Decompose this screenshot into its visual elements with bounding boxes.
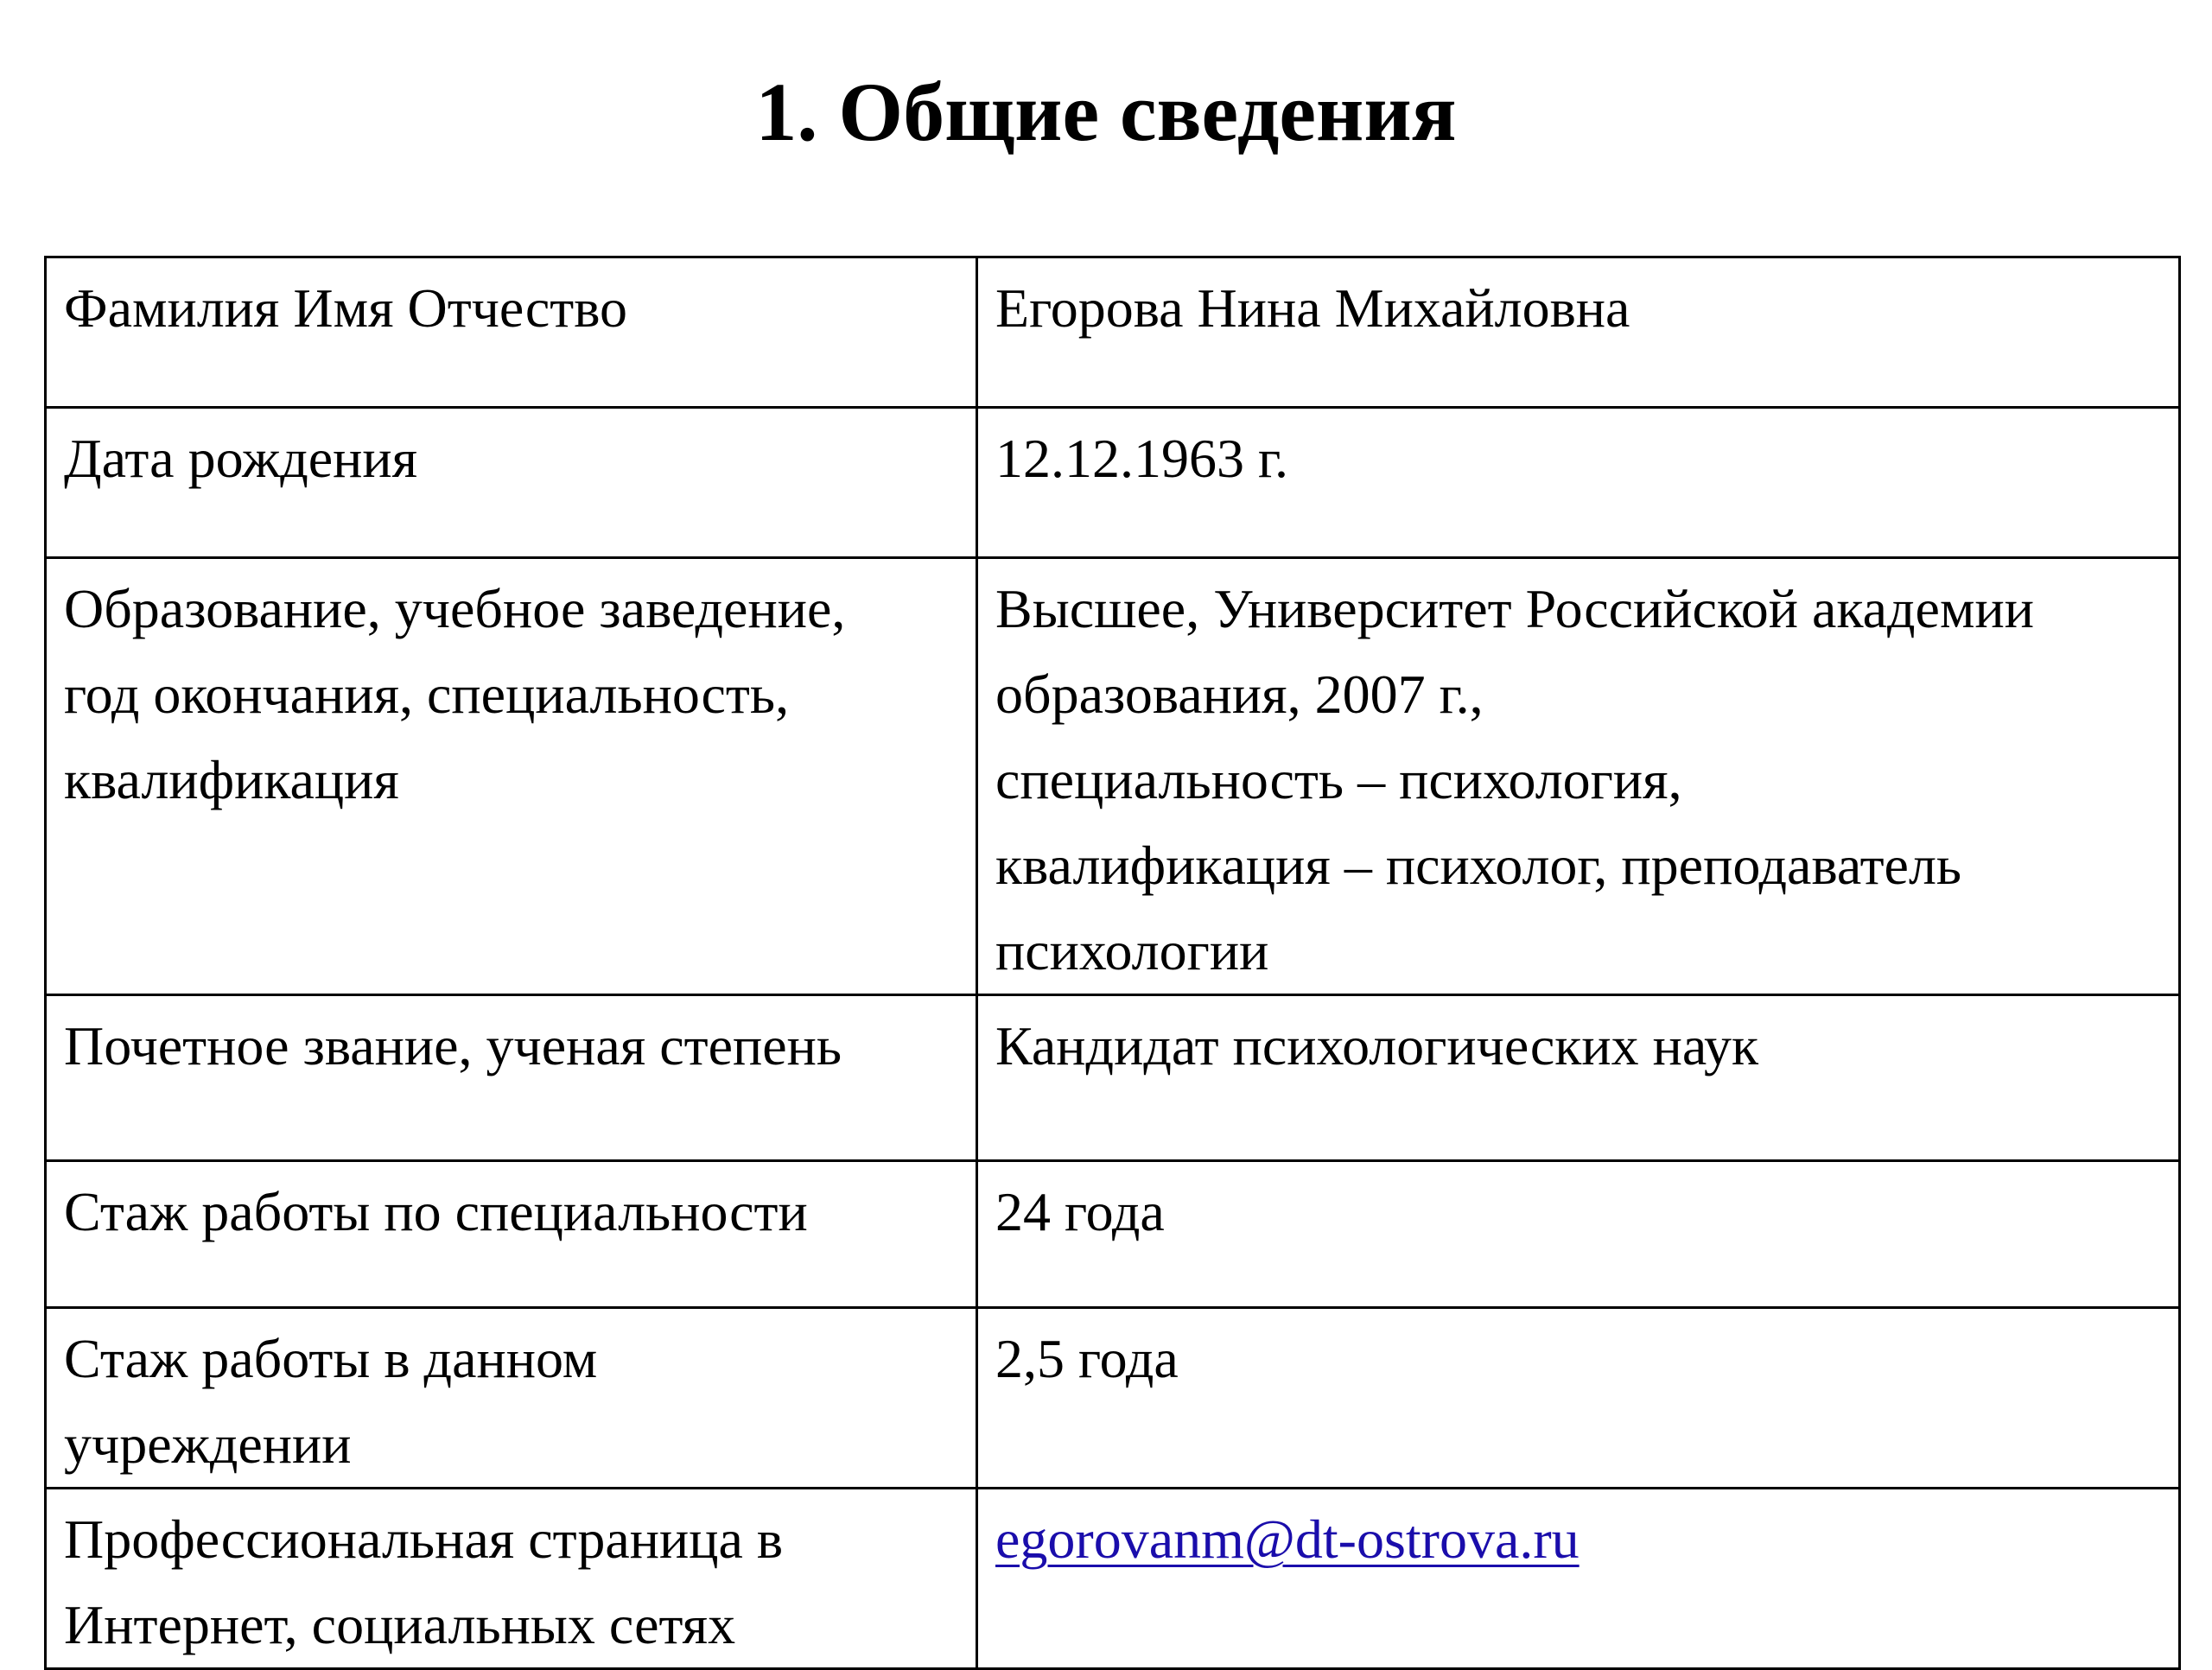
- table-row-birth-date: [46, 408, 2180, 558]
- label-text: Стаж работы в данном: [64, 1328, 598, 1389]
- table-row-specialty-experience: [46, 1161, 2180, 1308]
- table-row-education: [46, 558, 2180, 995]
- value-cell-birth-date: [977, 408, 2180, 558]
- value-text: Егорова Нина Михайловна: [995, 277, 1630, 339]
- label-cell-academic-degree: [46, 995, 977, 1161]
- value-cell-full-name: [977, 257, 2180, 408]
- table-row-web-page: [46, 1489, 2180, 1669]
- label-cell-specialty-experience: [46, 1161, 977, 1308]
- table-row-academic-degree: [46, 995, 2180, 1161]
- label-cell-education: [46, 558, 977, 995]
- label-text: Фамилия Имя Отчество: [64, 277, 628, 339]
- value-text: 12.12.1963 г.: [995, 428, 1289, 489]
- label-cell-full-name: [46, 257, 977, 408]
- label-text: квалификация: [64, 749, 399, 810]
- table-row-institution-experience: [46, 1308, 2180, 1489]
- value-cell-institution-experience: [977, 1308, 2180, 1489]
- label-text: учреждении: [64, 1413, 352, 1475]
- value-cell-specialty-experience: [977, 1161, 2180, 1308]
- value-cell-web-page: [977, 1489, 2180, 1669]
- label-text: Почетное звание, ученая степень: [64, 1015, 842, 1076]
- value-text: Кандидат психологических наук: [995, 1015, 1759, 1076]
- value-text: Высшее, Университет Российской академии: [995, 578, 2034, 639]
- label-text: год окончания, специальность,: [64, 664, 790, 725]
- value-text: психологии: [995, 920, 1269, 981]
- page-title: 1. Общие сведения: [755, 66, 1457, 158]
- value-text: 2,5 года: [995, 1328, 1179, 1389]
- value-text: 24 года: [995, 1181, 1165, 1242]
- value-text: квалификация – психолог, преподаватель: [995, 835, 1962, 896]
- label-cell-web-page: [46, 1489, 977, 1669]
- table-row-full-name: [46, 257, 2180, 408]
- value-text: образования, 2007 г.,: [995, 664, 1484, 725]
- label-text: Интернет, социальных сетях: [64, 1594, 736, 1655]
- label-cell-birth-date: [46, 408, 977, 558]
- label-cell-institution-experience: [46, 1308, 977, 1489]
- general-info-table: [44, 256, 2181, 1670]
- label-text: Стаж работы по специальности: [64, 1181, 808, 1242]
- email-link[interactable]: egorovanm@dt-ostrova.ru: [995, 1508, 1580, 1570]
- value-cell-academic-degree: [977, 995, 2180, 1161]
- label-text: Образование, учебное заведение,: [64, 578, 846, 639]
- value-cell-education: [977, 558, 2180, 995]
- label-text: Дата рождения: [64, 428, 418, 489]
- value-text: специальность – психология,: [995, 749, 1682, 810]
- label-text: Профессиональная страница в: [64, 1508, 784, 1570]
